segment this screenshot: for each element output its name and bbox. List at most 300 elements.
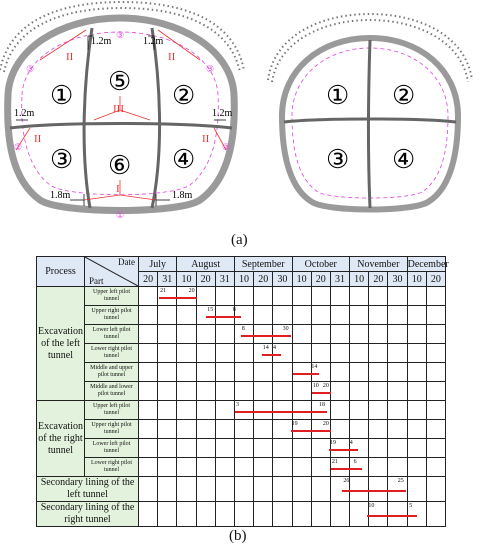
schedule-cell [177,439,196,458]
dim-bottom-left: 1.8m [50,190,71,201]
day-header: 20 [369,272,388,287]
schedule-cell [139,306,236,325]
tunnel-cross-sections [0,0,480,235]
schedule-cell [273,344,292,363]
schedule-cell [292,287,311,306]
part-cell: Upper left pilot tunnel [85,287,139,306]
schedule-cell [350,458,369,477]
right-region-3: ③ [326,145,350,174]
roman-lower-left: II [34,133,42,145]
schedule-cell [369,382,388,401]
bar-start-label: 21 [160,288,167,294]
schedule-cell [407,363,426,382]
schedule-cell [158,458,177,477]
bar-end-label: 25 [397,478,404,484]
schedule-cell [330,477,349,502]
schedule-cell [292,458,311,477]
schedule-cell [330,420,349,439]
schedule-cell [311,439,330,458]
schedule-cell [215,502,234,527]
schedule-cell [388,420,407,439]
schedule-cell [254,382,273,401]
schedule-cell [330,363,349,382]
day-header: 10 [350,272,369,287]
schedule-cell [369,306,388,325]
schedule-cell [330,325,349,344]
schedule-row [37,401,446,420]
schedule-cell [254,325,273,344]
schedule-cell [139,439,353,458]
schedule-cell [407,502,426,527]
schedule-cell [158,344,177,363]
schedule-cell [254,287,273,306]
schedule-cell [158,363,177,382]
schedule-cell [330,382,349,401]
day-header: 31 [158,272,177,287]
schedule-cell [330,458,349,477]
schedule-cell [311,401,330,420]
left-region-1: ① [50,81,74,110]
schedule-row [37,325,446,344]
schedule-cell [177,502,196,527]
schedule-cell [215,306,234,325]
schedule-cell [311,363,330,382]
schedule-cell [407,420,426,439]
schedule-cell [196,363,215,382]
schedule-cell [426,477,445,502]
schedule-cell [215,344,234,363]
schedule-cell [196,502,215,527]
caption-a: (a) [231,232,248,248]
schedule-row [37,287,446,306]
dim-mid-left: 1.2m [14,108,35,119]
schedule-cell [369,439,388,458]
schedule-cell [407,344,426,363]
schedule-cell [350,382,369,401]
schedule-cell [407,458,426,477]
schedule-cell [388,477,407,502]
schedule-cell [158,401,177,420]
header-date: Date [118,257,135,267]
part-cell: Upper right pilot tunnel [85,420,139,439]
schedule-cell [350,306,369,325]
schedule-cell [234,458,253,477]
schedule-cell [177,477,196,502]
process-cell: Secondary lining of the right tunnel [37,502,139,527]
schedule-cell [254,344,273,363]
roman-middle: III [113,103,124,115]
roman-upper-left: II [66,51,74,63]
bar-end-label: 8 [232,307,236,313]
part-cell: Upper left pilot tunnel [85,401,139,420]
schedule-row [37,344,446,363]
schedule-cell [158,306,177,325]
schedule-cell [177,420,196,439]
schedule-cell [407,325,426,344]
process-cell: Excavation of the right tunnel [37,401,85,477]
right-tunnel-diagram [268,14,472,210]
schedule-cell [177,325,196,344]
part-cell: Lower right pilot tunnel [85,344,139,363]
schedule-cell [177,287,196,306]
schedule-cell [139,382,329,401]
schedule-cell [234,439,253,458]
right-region-2: ② [392,81,416,110]
schedule-cell [369,363,388,382]
schedule-cell [407,382,426,401]
schedule-cell [158,420,177,439]
roman-upper-right: II [168,51,176,63]
bar-start-label: 19 [291,421,298,427]
schedule-cell [139,420,329,439]
schedule-cell [350,401,369,420]
schedule-cell [273,420,292,439]
header-part: Part [89,276,104,286]
month-september: September [234,257,292,272]
schedule-cell [407,477,426,502]
left-tunnel-diagram [0,2,244,220]
schedule-cell [311,458,330,477]
schedule-cell [369,420,388,439]
bar-start-label: 8 [241,326,245,332]
schedule-cell [350,344,369,363]
bar-end-label: 30 [282,326,289,332]
day-header: 20 [254,272,273,287]
schedule-cell [292,306,311,325]
part-cell: Lower left pilot tunnel [85,325,139,344]
schedule-cell [177,382,196,401]
schedule-cell [388,306,407,325]
schedule-cell [234,325,253,344]
schedule-cell [254,306,273,325]
left-region-6: ⑥ [108,151,132,180]
schedule-row [37,502,446,527]
day-header: 20 [426,272,445,287]
day-header: 30 [273,272,292,287]
schedule-cell [388,325,407,344]
schedule-cell [158,325,177,344]
schedule-cell [407,401,426,420]
schedule-cell [215,477,234,502]
bar-end-label: 14 [311,364,318,370]
schedule-cell [369,344,388,363]
day-header: 20 [196,272,215,287]
schedule-cell [330,344,349,363]
schedule-cell [177,401,196,420]
schedule-cell [350,439,369,458]
right-partition-horizontal [284,119,456,122]
schedule-cell [234,502,253,527]
bar-end-label: 18 [319,402,326,408]
roman-lower-right: II [202,133,210,145]
right-region-1: ① [326,81,350,110]
schedule-cell [426,287,445,306]
schedule-cell [215,363,234,382]
schedule-cell [177,344,196,363]
bar-end-label: 20 [188,288,195,294]
schedule-cell [311,325,330,344]
schedule-cell [196,287,215,306]
right-region-4: ④ [392,145,416,174]
bar-start-label: 14 [262,345,269,351]
bar-end-label: 20 [322,421,329,427]
schedule-cell [158,287,177,306]
marker-left: ③ [26,64,35,74]
schedule-cell [254,477,273,502]
schedule-cell [177,306,196,325]
schedule-cell [139,363,318,382]
dim-bottom-right: 1.8m [172,190,193,201]
schedule-cell [273,439,292,458]
schedule-cell [273,401,292,420]
schedule-row [37,439,446,458]
schedule-cell [234,420,253,439]
schedule-cell [426,439,445,458]
schedule-cell [196,439,215,458]
schedule-cell [139,344,276,363]
schedule-cell [350,420,369,439]
left-partition-1 [84,28,92,208]
schedule-cell [292,401,311,420]
schedule-cell [215,382,234,401]
schedule-cell [388,363,407,382]
schedule-cell [350,287,369,306]
schedule-cell [369,325,388,344]
schedule-row [37,420,446,439]
schedule-cell [273,306,292,325]
schedule-cell [158,502,177,527]
schedule-cell [273,502,292,527]
schedule-cell [139,325,289,344]
schedule-cell [139,458,357,477]
schedule-cell [311,502,330,527]
schedule-cell [139,287,195,306]
month-october: October [292,257,350,272]
schedule-cell [158,477,177,502]
schedule-cell [407,287,426,306]
bar-end-label: 4 [272,345,276,351]
day-header: 30 [388,272,407,287]
schedule-cell [388,458,407,477]
bar-start-label: 26 [343,478,350,484]
schedule-cell [139,401,326,420]
day-header: 10 [407,272,426,287]
part-cell: Middle and upper pilot tunnel [85,363,139,382]
dim-top-right: 1.2m [143,36,164,47]
marker-top: ③ [116,30,125,40]
day-header: 20 [311,272,330,287]
part-cell: Lower right pilot tunnel [85,458,139,477]
schedule-cell [292,477,311,502]
schedule-cell [388,344,407,363]
schedule-cell [407,306,426,325]
schedule-row [37,306,446,325]
schedule-cell [234,363,253,382]
marker-mid-left: ② [14,142,23,152]
dim-top-left: 1.2m [91,36,112,47]
schedule-cell [426,502,445,527]
marker-bottom: ① [116,210,125,220]
dim-mid-right: 1.2m [212,108,233,119]
schedule-cell [350,363,369,382]
schedule-cell [254,363,273,382]
schedule-cell [311,477,330,502]
schedule-cell [292,420,311,439]
schedule-cell [388,287,407,306]
schedule-cell [158,439,177,458]
schedule-cell [426,458,445,477]
header-process: Process [37,257,85,287]
schedule-cell [292,325,311,344]
schedule-cell [273,325,292,344]
schedule-cell [311,382,330,401]
construction-schedule-table [36,256,449,527]
part-cell: Middle and lower pilot tunnel [85,382,139,401]
schedule-row [37,382,446,401]
schedule-cell [311,344,330,363]
schedule-cell [139,477,404,502]
schedule-cell [369,401,388,420]
bar-end-label: 20 [322,383,329,389]
day-header: 10 [234,272,253,287]
left-region-4: ④ [172,145,196,174]
schedule-cell [311,287,330,306]
bar-start-label: 10 [312,383,319,389]
schedule-cell [426,306,445,325]
bar-start-label: 3 [235,402,239,408]
schedule-cell [254,502,273,527]
schedule-cell [273,382,292,401]
schedule-cell [234,382,253,401]
schedule-cell [330,401,349,420]
bar-start-label: 10 [368,503,375,509]
bar-start-label: 21 [331,459,338,465]
part-cell: Lower left pilot tunnel [85,439,139,458]
schedule-cell [196,344,215,363]
schedule-cell [234,401,253,420]
bar-start-label: 19 [329,440,336,446]
schedule-cell [254,439,273,458]
schedule-cell [215,401,234,420]
schedule-cell [292,344,311,363]
caption-b: (b) [229,528,247,544]
schedule-cell [388,439,407,458]
schedule-cell [234,306,253,325]
left-partition-2 [152,28,160,208]
schedule-cell [426,344,445,363]
schedule-cell [407,439,426,458]
schedule-row [37,477,446,502]
bar-end-label: 6 [353,459,357,465]
schedule-cell [215,458,234,477]
schedule-cell [426,401,445,420]
schedule-cell [426,420,445,439]
schedule-cell [388,502,407,527]
schedule-cell [350,477,369,502]
schedule-cell [196,401,215,420]
schedule-cell [369,502,388,527]
bar-end-label: 4 [349,440,353,446]
schedule-cell [273,287,292,306]
schedule-row [37,458,446,477]
schedule-cell [215,325,234,344]
roman-bottom: I [116,183,120,195]
schedule-cell [330,287,349,306]
schedule-cell [330,502,349,527]
marker-right: ③ [206,64,215,74]
schedule-cell [292,439,311,458]
month-august: August [177,257,235,272]
marker-mid-right: ② [222,142,231,152]
schedule-cell [196,477,215,502]
schedule-cell [254,420,273,439]
schedule-cell [196,420,215,439]
schedule-cell [273,477,292,502]
schedule-cell [139,502,413,527]
schedule-cell [234,344,253,363]
schedule-cell [426,325,445,344]
schedule-cell [311,420,330,439]
schedule-cell [196,306,215,325]
left-partition-horizontal [10,124,232,129]
schedule-cell [254,401,273,420]
schedule-cell [350,502,369,527]
schedule-cell [215,420,234,439]
schedule-cell [234,477,253,502]
schedule-cell [369,477,388,502]
schedule-cell [196,458,215,477]
process-cell: Secondary lining of the left tunnel [37,477,139,502]
schedule-cell [311,306,330,325]
process-cell: Excavation of the left tunnel [37,287,85,401]
month-july: July [139,257,177,272]
day-header: 31 [330,272,349,287]
schedule-cell [292,363,311,382]
part-cell: Upper right pilot tunnel [85,306,139,325]
right-partition-vertical [369,40,371,208]
schedule-cell [369,458,388,477]
schedule-cell [426,382,445,401]
schedule-cell [273,458,292,477]
schedule-cell [292,502,311,527]
bar-start-label: 15 [207,307,214,313]
left-region-3: ③ [50,145,74,174]
schedule-cell [369,287,388,306]
schedule-cell [350,325,369,344]
schedule-cell [215,287,234,306]
header-date-part [85,257,139,287]
schedule-cell [292,382,311,401]
month-november: November [350,257,408,272]
schedule-cell [177,458,196,477]
schedule-cell [388,382,407,401]
schedule-cell [330,306,349,325]
month-december: December [407,258,449,270]
schedule-cell [158,382,177,401]
schedule-cell [330,439,349,458]
schedule-cell [273,363,292,382]
schedule-cell [196,325,215,344]
schedule-cell [215,439,234,458]
day-header: 10 [177,272,196,287]
schedule-cell [388,401,407,420]
schedule-cell [234,287,253,306]
day-header: 31 [215,272,234,287]
left-region-2: ② [172,81,196,110]
schedule-cell [177,363,196,382]
schedule-cell [196,382,215,401]
schedule-cell [426,363,445,382]
